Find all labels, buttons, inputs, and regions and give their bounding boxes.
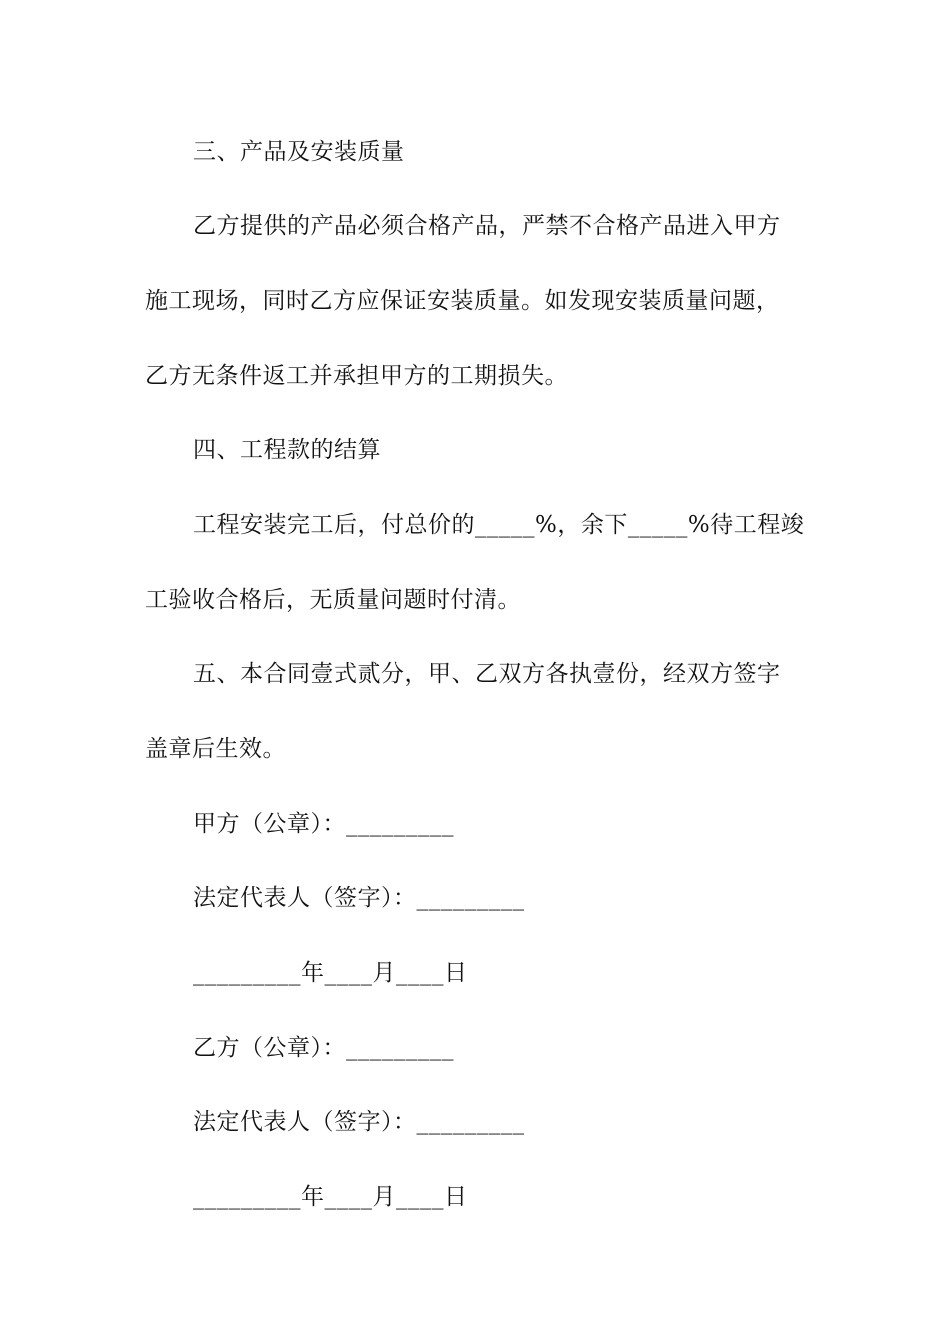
party-b-representative-line: 法定代表人（签字）：_________ (193, 1109, 525, 1135)
section-3-paragraph-line-2: 施工现场，同时乙方应保证安装质量。如发现安装质量问题， (145, 288, 780, 314)
section-5-paragraph-line-1: 五、本合同壹式贰分，甲、乙双方各执壹份，经双方签字 (193, 661, 781, 687)
party-a-date-line: _________年____月____日 (193, 960, 468, 986)
section-4-heading: 四、工程款的结算 (193, 437, 381, 463)
section-4-paragraph-line-2: 工验收合格后，无质量问题时付清。 (145, 587, 521, 613)
section-5-paragraph-line-2: 盖章后生效。 (145, 736, 286, 762)
section-3-paragraph-line-3: 乙方无条件返工并承担甲方的工期损失。 (145, 363, 568, 389)
section-3-paragraph-line-1: 乙方提供的产品必须合格产品，严禁不合格产品进入甲方 (193, 213, 781, 239)
party-a-seal-line: 甲方（公章）：_________ (193, 811, 454, 837)
party-b-date-line: _________年____月____日 (193, 1184, 468, 1210)
section-3-heading: 三、产品及安装质量 (193, 139, 405, 165)
party-a-representative-line: 法定代表人（签字）：_________ (193, 885, 525, 911)
party-b-seal-line: 乙方（公章）：_________ (193, 1035, 454, 1061)
section-4-paragraph-line-1: 工程安装完工后，付总价的_____%，余下_____%待工程竣 (193, 512, 805, 538)
